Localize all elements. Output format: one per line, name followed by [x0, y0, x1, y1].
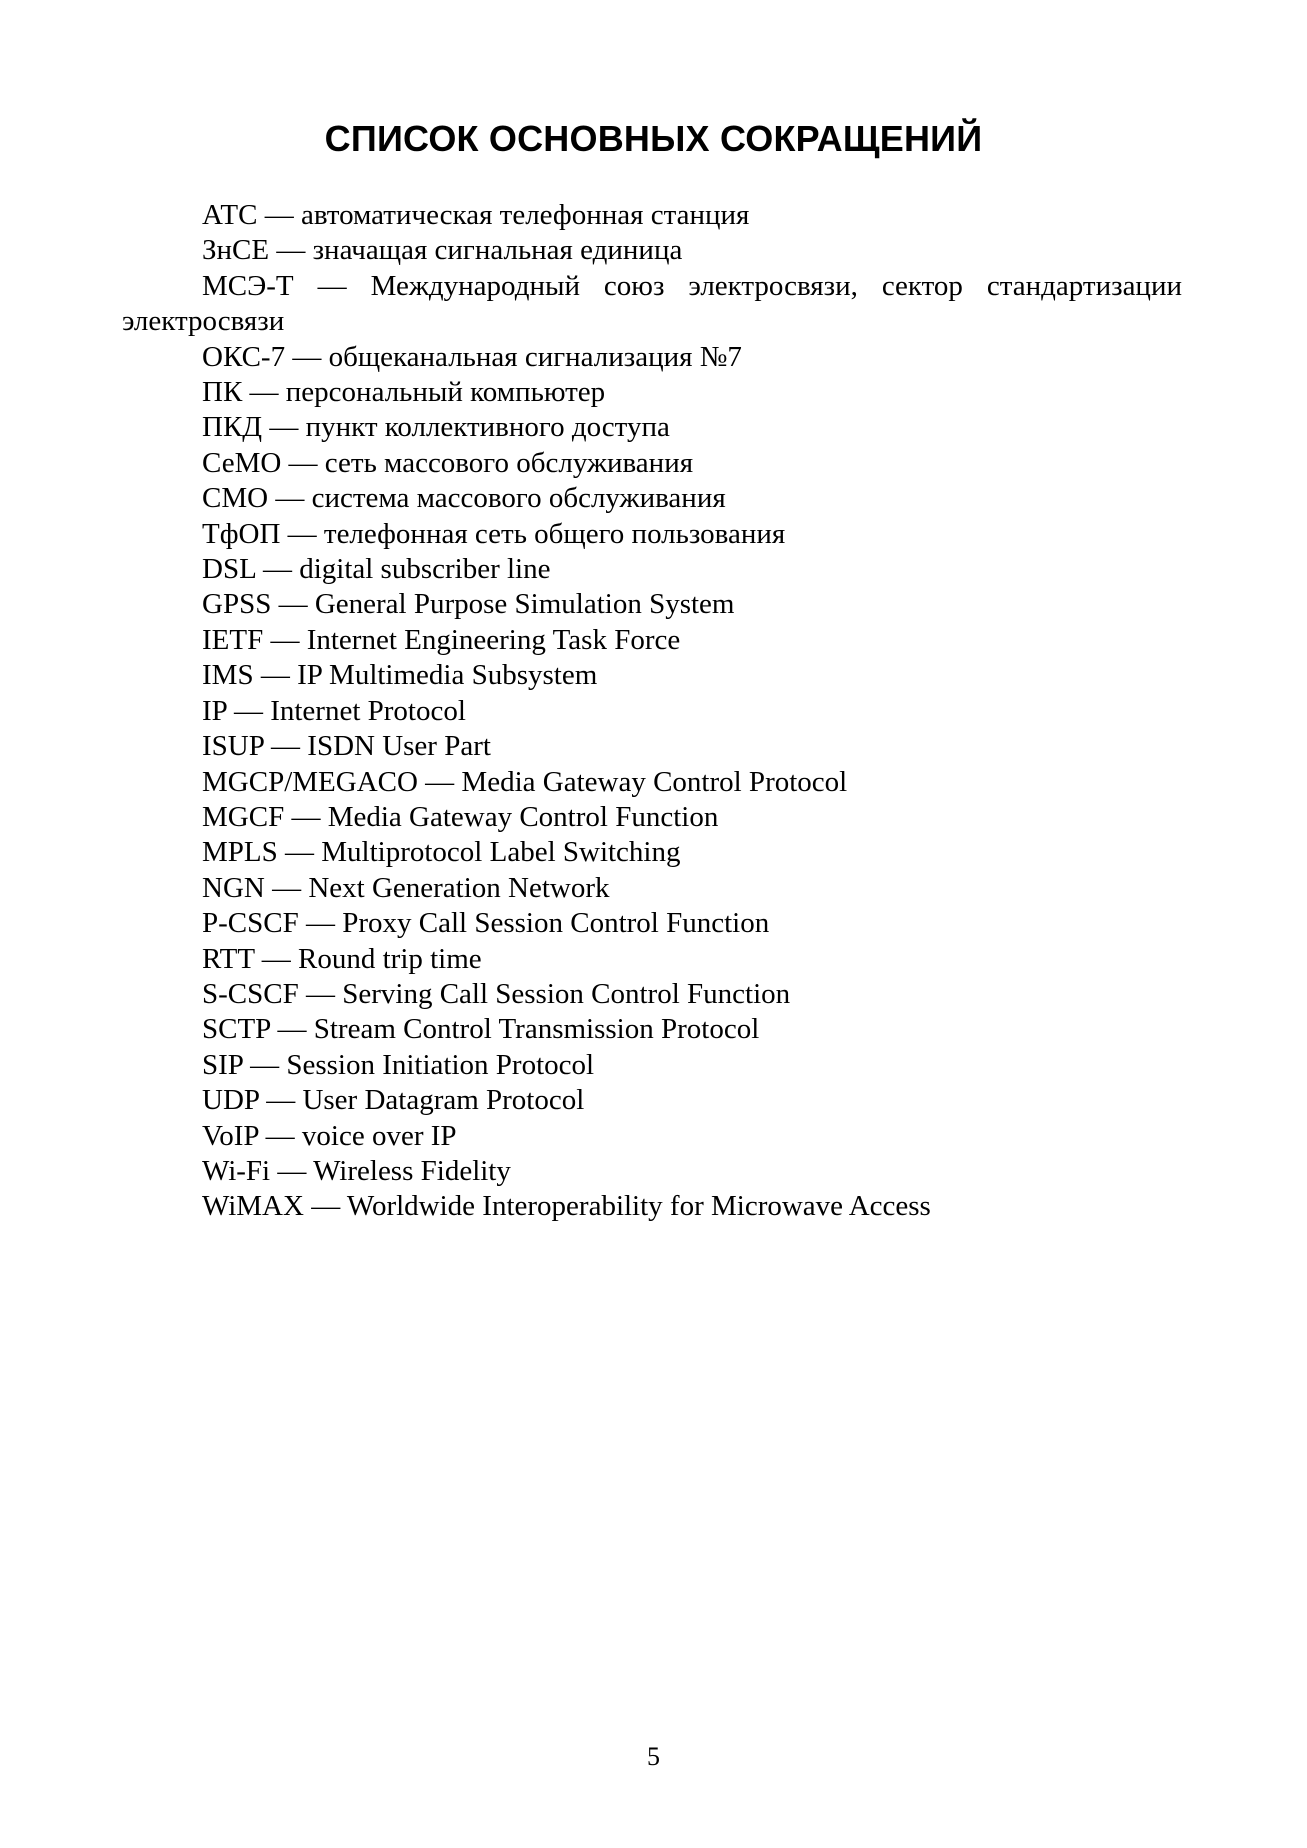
- abbreviation-list: [0, 198, 1307, 1225]
- abbreviation-item: VoIP — voice over IP: [202, 1119, 457, 1152]
- abbreviation-item: IETF — Internet Engineering Task Force: [202, 623, 681, 656]
- abbreviation-item: ТфОП — телефонная сеть общего пользования: [202, 517, 786, 550]
- abbreviation-item: СМО — система массового обслуживания: [202, 482, 726, 515]
- abbreviation-item: ПКД — пункт коллективного доступа: [202, 411, 670, 444]
- abbreviation-item: SCTP — Stream Control Transmission Protocol: [202, 1013, 760, 1046]
- abbreviation-item: RTT — Round trip time: [202, 942, 482, 975]
- abbreviation-item: MGCP/MEGACO — Media Gateway Control Protocol: [202, 765, 848, 798]
- abbreviation-item: ISUP — ISDN User Part: [202, 730, 491, 763]
- abbreviation-item: NGN — Next Generation Network: [202, 871, 610, 904]
- abbreviation-item: DSL — digital subscriber line: [202, 553, 551, 586]
- abbreviation-item: ПК — персональный компьютер: [202, 376, 606, 409]
- abbreviation-item: Wi-Fi — Wireless Fidelity: [202, 1154, 511, 1187]
- abbreviation-item: S-CSCF — Serving Call Session Control Function: [202, 977, 791, 1010]
- abbreviation-item: P-CSCF — Proxy Call Session Control Function: [202, 907, 770, 940]
- abbreviation-item: UDP — User Datagram Protocol: [202, 1084, 585, 1117]
- abbreviation-item: ОКС-7 — общеканальная сигнализация №7: [202, 340, 742, 373]
- abbreviation-item: MPLS — Multiprotocol Label Switching: [202, 836, 681, 869]
- abbreviation-item: IP — Internet Protocol: [202, 694, 466, 727]
- abbreviation-item: GPSS — General Purpose Simulation System: [202, 588, 735, 621]
- abbreviation-item: IMS — IP Multimedia Subsystem: [202, 659, 598, 692]
- abbreviation-item: АТС — автоматическая телефонная станция: [202, 199, 750, 231]
- abbreviation-item: ЗнСЕ — значащая сигнальная единица: [202, 234, 683, 267]
- abbreviation-item: МСЭ-Т — Международный союз электросвязи, сектор стандартизации электросвязи: [122, 269, 1182, 338]
- abbreviation-item: СеМО — сеть массового обслуживания: [202, 446, 694, 479]
- page-title: СПИСОК ОСНОВНЫХ СОКРАЩЕНИЙ: [324, 118, 983, 159]
- abbreviation-item: WiMAX — Worldwide Interoperability for Microwave Access: [202, 1190, 931, 1223]
- abbreviation-item: MGCF — Media Gateway Control Function: [202, 800, 719, 833]
- page-number: 5: [647, 1742, 660, 1771]
- abbreviation-item: SIP — Session Initiation Protocol: [202, 1048, 595, 1081]
